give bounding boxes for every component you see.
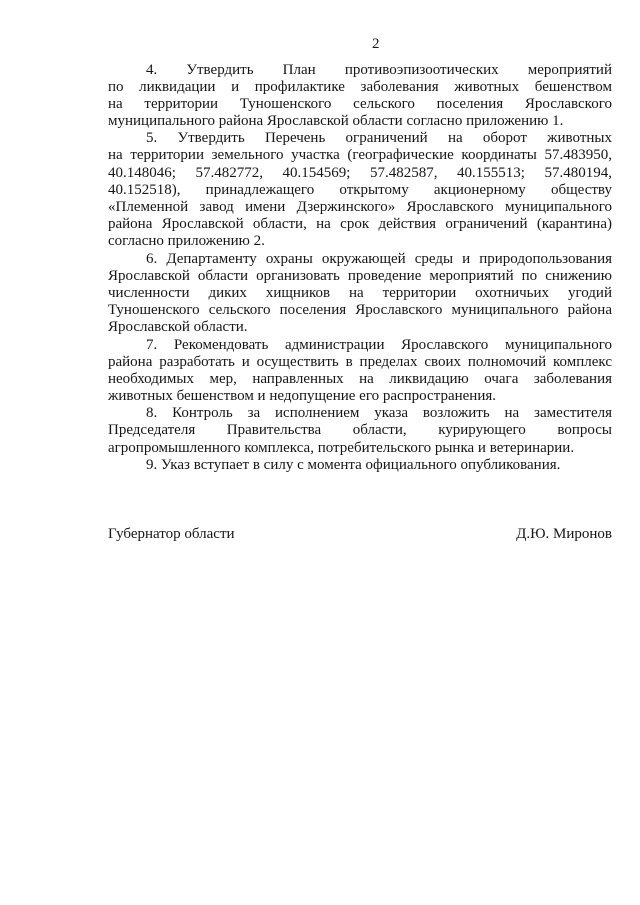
text-line: 5. Утвердить Перечень ограничений на оборот животных (146, 130, 612, 147)
text-line: Туношенского сельского поселения Ярославского муниципального района (108, 302, 612, 319)
item-5 (108, 130, 612, 250)
text-line: по ликвидации и профилактике заболевания животных бешенством (108, 78, 612, 95)
text-line: 8. Контроль за исполнением указа возложить на заместителя (146, 405, 612, 422)
item-6 (108, 251, 612, 337)
text-line: района Ярославской области, на срок действия ограничений (карантина) (108, 216, 612, 233)
text-line: 4. Утвердить План противоэпизоотических мероприятий (146, 61, 612, 78)
text-line: необходимых мер, направленных на ликвидацию очага заболевания (108, 370, 612, 387)
text-line: численности диких хищников на территории охотничьих угодий (108, 284, 612, 301)
text-line: 40.148046; 57.482772, 40.154569; 57.482587, 40.155513; 57.480194, (108, 164, 612, 181)
text-line: на территории Туношенского сельского поселения Ярославского (108, 95, 612, 112)
text-line: агропромышленного комплекса, потребительского рынка и ветеринарии. (108, 439, 575, 456)
text-line: муниципального района Ярославской области согласно приложению 1. (108, 113, 564, 130)
decree-body (108, 62, 612, 475)
item-8 (108, 405, 612, 457)
text-line: Ярославской области. (108, 319, 248, 336)
text-line: 7. Рекомендовать администрации Ярославского муниципального (146, 336, 612, 353)
text-line: Председателя Правительства области, курирующего вопросы (108, 422, 612, 439)
signature-block (108, 526, 612, 543)
text-line: животных бешенством и недопущение его распространения. (108, 388, 497, 405)
text-line: 6. Департаменту охраны окружающей среды и природопользования (146, 250, 612, 267)
text-line: 9. Указ вступает в силу с момента официального опубликования. (146, 456, 561, 473)
page-number: 2 (372, 36, 380, 52)
signatory-position: Губернатор области (108, 526, 235, 542)
item-7 (108, 337, 612, 406)
text-line: района разработать и осуществить в пределах своих полномочий комплекс (108, 353, 612, 370)
item-9 (108, 457, 612, 474)
item-4 (108, 62, 612, 131)
text-line: Ярославской области организовать проведение мероприятий по снижению (108, 267, 612, 284)
text-line: согласно приложению 2. (108, 233, 265, 250)
signatory-name: Д.Ю. Миронов (516, 526, 612, 542)
text-line: 40.152518), принадлежащего открытому акционерному обществу (108, 181, 612, 198)
text-line: «Племенной завод имени Дзержинского» Ярославского муниципального (108, 199, 612, 215)
text-line: на территории земельного участка (географические координаты 57.483950, (108, 147, 612, 164)
